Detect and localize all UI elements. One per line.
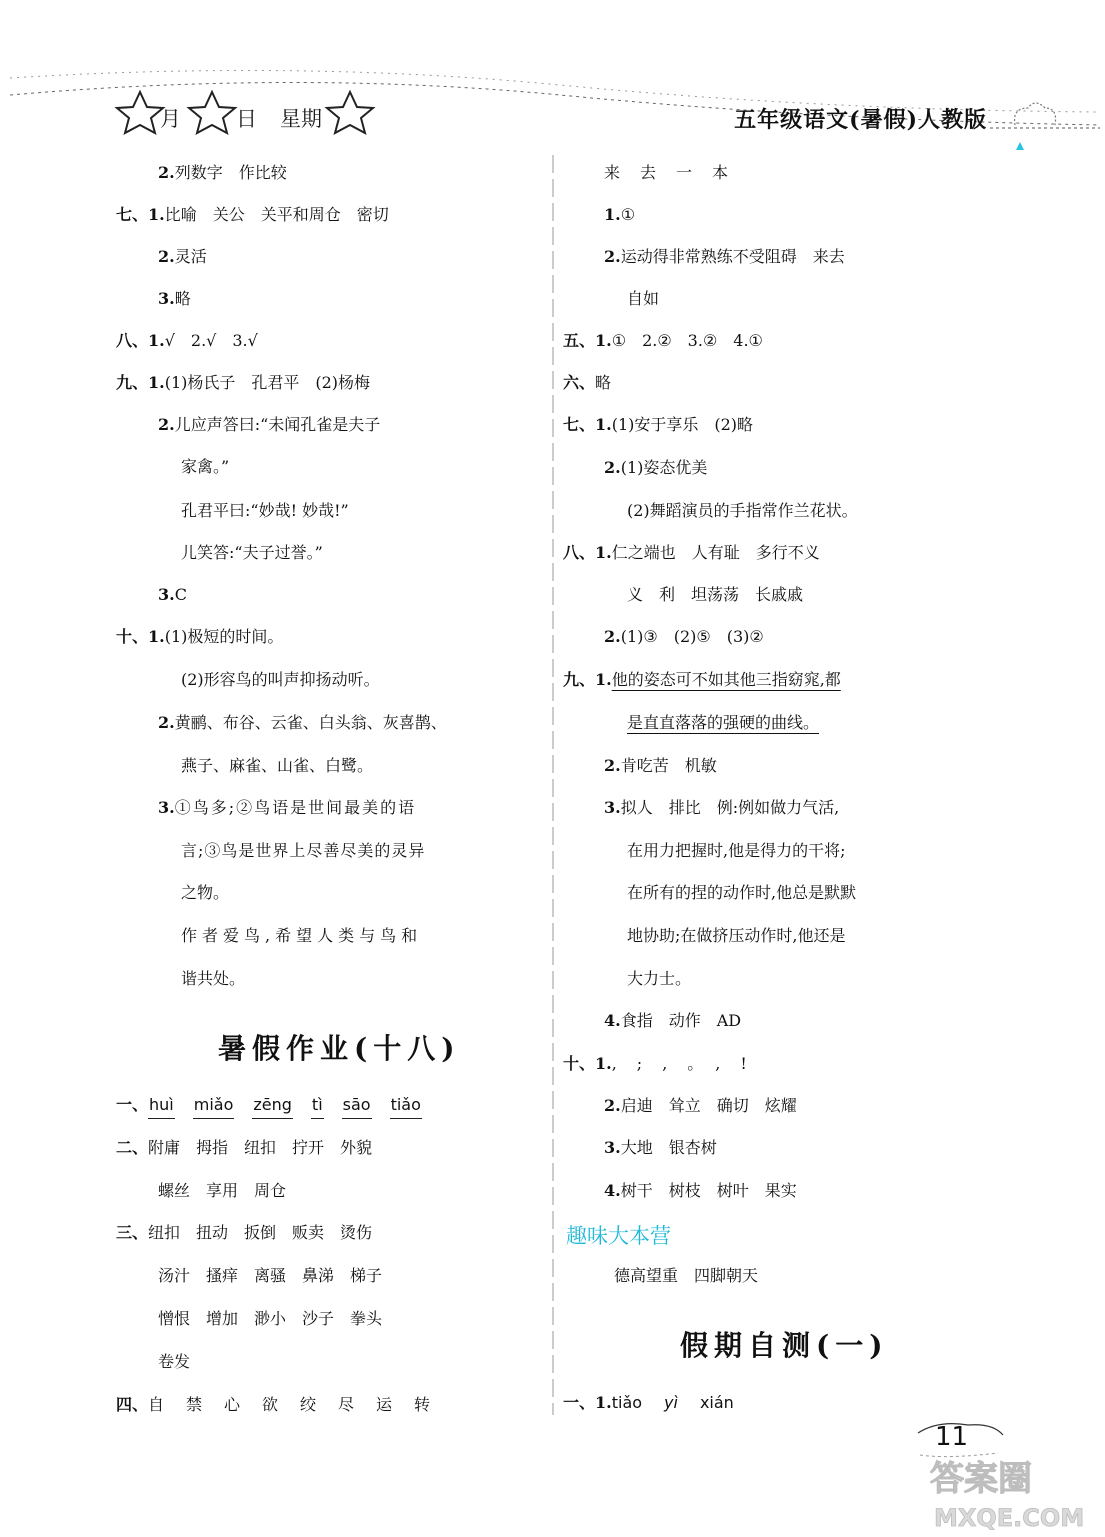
answer-line: 2.儿应声答曰:“未闻孔雀是夫子 [158,415,381,434]
pinyin-answer: miǎo [193,1092,235,1119]
answer-line: 2.列数字 作比较 [158,163,287,182]
pinyin-answer: huì [148,1092,175,1119]
answer-line: 2.肯吃苦 机敏 [604,756,717,775]
cloud-icon [1015,103,1056,125]
answer-line: 4.树干 树枝 树叶 果实 [604,1181,797,1200]
answer-line: 在用力把握时,他是得力的干将; [627,841,846,860]
pinyin-answer: tiǎo [611,1393,643,1412]
fun-section-answer: 德高望重 四脚朝天 [614,1266,759,1285]
answer-line: 在所有的捏的动作时,他总是默默 [627,883,857,902]
answer-line: 七、1.比喻 关公 关平和周仓 密切 [116,205,389,224]
answer-line: 2.运动得非常熟练不受阻碍 来去 [604,247,845,266]
answer-line: 九、1.他的姿态可不如其他三指窈窕,都 [563,670,841,689]
pinyin-answer: sāo [342,1092,372,1119]
month-label: 月 [160,107,181,131]
column-divider [551,155,555,1415]
answer-line: 3.略 [158,289,191,308]
answer-line: 3.拟人 排比 例:例如做力气活, [604,798,840,817]
answer-line: 作者爱鸟,希望人类与鸟和 [181,926,423,945]
answer-line: 六、略 [563,373,612,392]
svg-text:答案圈: 答案圈 [930,1459,1032,1499]
answer-line: 汤汁 搔痒 离骚 鼻涕 梯子 [158,1266,383,1285]
answer-line: 2.(1)姿态优美 [604,458,708,477]
answer-line: 3.大地 银杏树 [604,1138,717,1157]
answer-line: 卷发 [158,1352,191,1371]
answer-line: 地协助;在做挤压动作时,他还是 [627,926,846,945]
answer-line: 孔君平曰:“妙哉! 妙哉!” [181,501,349,520]
blue-star-icon [999,142,1033,150]
answer-line: 螺丝 享用 周仓 [158,1181,287,1200]
weekday-label: 星期 [280,107,322,131]
svg-text:MXQE.COM: MXQE.COM [934,1504,1085,1532]
answer-line: 1.① [604,205,636,224]
answer-line: 儿笑答:“夫子过誉。” [181,543,323,562]
pinyin-answer: tì [311,1092,324,1119]
pinyin-answer: yì [664,1393,678,1412]
answer-line: 4.食指 动作 AD [604,1011,742,1030]
answer-line: 十、1., ; , 。 , ! [563,1054,749,1073]
answer-line: 3.C [158,585,187,604]
answer-line: 十、1.(1)极短的时间。 [116,627,284,646]
answer-line: (2)形容鸟的叫声抑扬动听。 [181,670,380,689]
answer-line: 3.①鸟多;②鸟语是世间最美的语 [158,798,417,817]
answer-line: 是直直落落的强硬的曲线。 [627,713,820,732]
answer-line: 七、1.(1)安于享乐 (2)略 [563,415,754,434]
answer-line: 四、自 禁 心 欲 绞 尽 运 转 [116,1395,434,1414]
self-test-title: 假期自测(一) [680,1329,889,1362]
answer-line: 八、1.√ 2.√ 3.√ [116,331,258,350]
answer-line: 2.黄鹂、布谷、云雀、白头翁、灰喜鹊、 [158,713,447,732]
self-test-pinyin-line: 一、1.tiǎo yì xián [563,1393,734,1412]
answer-line: 之物。 [181,883,230,902]
watermark [920,1448,1100,1533]
answer-line: 2.启迪 耸立 确切 炫耀 [604,1096,797,1115]
page-number: 11 [935,1422,969,1452]
answer-line: 谐共处。 [181,969,246,988]
answer-line: 燕子、麻雀、山雀、白鹭。 [181,756,374,775]
day-label: 日 [236,107,257,131]
answer-line: (2)舞蹈演员的手指常作兰花状。 [627,501,858,520]
section-title-18: 暑假作业(十八) [218,1032,461,1065]
fun-section-title: 趣味大本营 [566,1224,671,1248]
pinyin-line: 一、huì miǎo zēng tì sāo tiǎo [116,1090,440,1120]
answer-line: 憎恨 增加 渺小 沙子 拳头 [158,1309,383,1328]
answer-line: 八、1.仁之端也 人有耻 多行不义 [563,543,820,562]
answer-line: 2.(1)③ (2)⑤ (3)② [604,627,764,646]
answer-line: 言;③鸟是世界上尽善尽美的灵异 [181,841,426,860]
answer-line: 三、纽扣 扭动 扳倒 贩卖 烫伤 [116,1223,373,1242]
watermark-logo [920,1448,1100,1533]
page-header [0,0,1105,150]
answer-line: 五、1.① 2.② 3.② 4.① [563,331,763,350]
pinyin-answer: zēng [252,1092,293,1119]
answer-line: 九、1.(1)杨氏子 孔君平 (2)杨梅 [116,373,371,392]
answer-line: 二、附庸 拇指 纽扣 拧开 外貌 [116,1138,373,1157]
answer-line: 自如 [627,289,660,308]
answer-line: 义 利 坦荡荡 长戚戚 [627,585,804,604]
answer-line: 家禽。” [181,457,230,476]
pinyin-answer: xián [699,1393,734,1412]
answer-line: 大力士。 [627,969,692,988]
answer-line: 2.灵活 [158,247,207,266]
pinyin-answer: tiǎo [390,1092,422,1119]
answer-line: 来 去 一 本 [604,163,731,182]
book-title: 五年级语文(暑假)人教版 [734,107,987,133]
